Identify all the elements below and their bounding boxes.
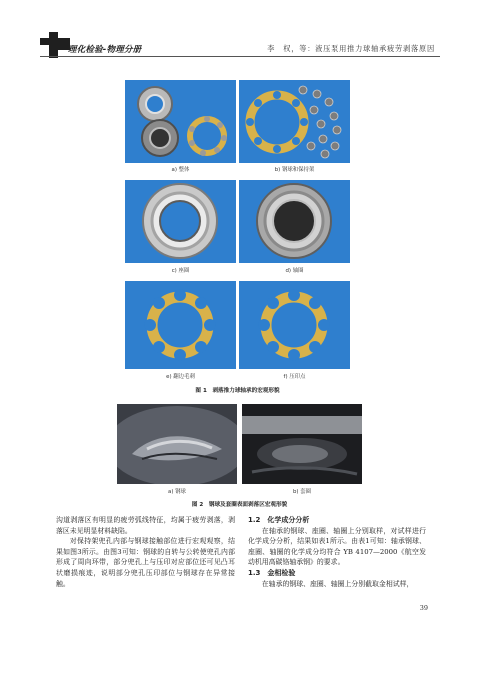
figure-2-title: 图 2 钢球及套圈表面剥落区宏观形貌 bbox=[191, 502, 288, 508]
left-column bbox=[56, 515, 235, 589]
page-number: 39 bbox=[419, 604, 428, 612]
caption-1b: b) 钢球和保持架 bbox=[274, 167, 315, 173]
figure-1-title: 图 1 剥落推力球轴承的宏观形貌 bbox=[195, 388, 280, 394]
caption-1e: e) 翻边毛刺 bbox=[166, 374, 195, 380]
caption-2b: b) 套圈 bbox=[292, 489, 312, 495]
photo-ball-spall bbox=[117, 404, 237, 484]
photo-seat-ring bbox=[125, 180, 236, 263]
header-rule bbox=[40, 56, 440, 57]
left-paragraph-1: 沟道剥落区有明显的疲劳弧线特征，均属于疲劳剥落，剥落区未见明显材料缺陷。 bbox=[56, 516, 235, 535]
photo-bearing-whole bbox=[125, 80, 236, 163]
photo-cage-burr bbox=[125, 281, 236, 369]
photo-balls-cage bbox=[239, 80, 350, 163]
right-column bbox=[248, 515, 426, 589]
caption-2a: a) 钢球 bbox=[168, 489, 186, 495]
journal-name: 理化检验-物理分册 bbox=[68, 45, 142, 55]
caption-1f: f) 压印点 bbox=[283, 374, 306, 380]
photo-cage-impression bbox=[239, 281, 350, 369]
caption-1a: a) 整体 bbox=[171, 167, 190, 173]
right-paragraph-2: 在轴承的钢球、座圈、轴圈上分别截取金相试样， bbox=[261, 579, 414, 588]
section-heading-1-2: 1.2 化学成分分析 bbox=[248, 516, 310, 524]
caption-1d: d) 轴圈 bbox=[285, 268, 304, 274]
photo-ring-spall bbox=[242, 404, 362, 484]
running-head: 李 权，等：液压泵用推力球轴承疲劳剥落原因 bbox=[267, 44, 435, 53]
section-heading-1-3: 1.3 金相检验 bbox=[248, 568, 296, 577]
left-paragraph-2: 对保持架兜孔内部与钢球接触部位进行宏观观察，结果如图3所示。由图3可知：钢球的自转与公转使兜孔内部形成了周向环带，部分兜孔上与压印对应部位还可见凸耳状磨损痕迹，说明部分兜孔压印部位与钢球存在异常接触。 bbox=[56, 537, 235, 588]
right-paragraph-1: 在轴承的钢球、座圈、轴圈上分别取样，对试样进行化学成分分析，结果如表1所示。由表1可知：轴承钢球、座圈、轴圈的化学成分均符合 YB 4107—2000《航空发动机用高碳铬轴承钢》的要求。 bbox=[248, 526, 426, 567]
photo-shaft-ring bbox=[239, 180, 350, 263]
caption-1c: c) 座圈 bbox=[171, 268, 190, 274]
